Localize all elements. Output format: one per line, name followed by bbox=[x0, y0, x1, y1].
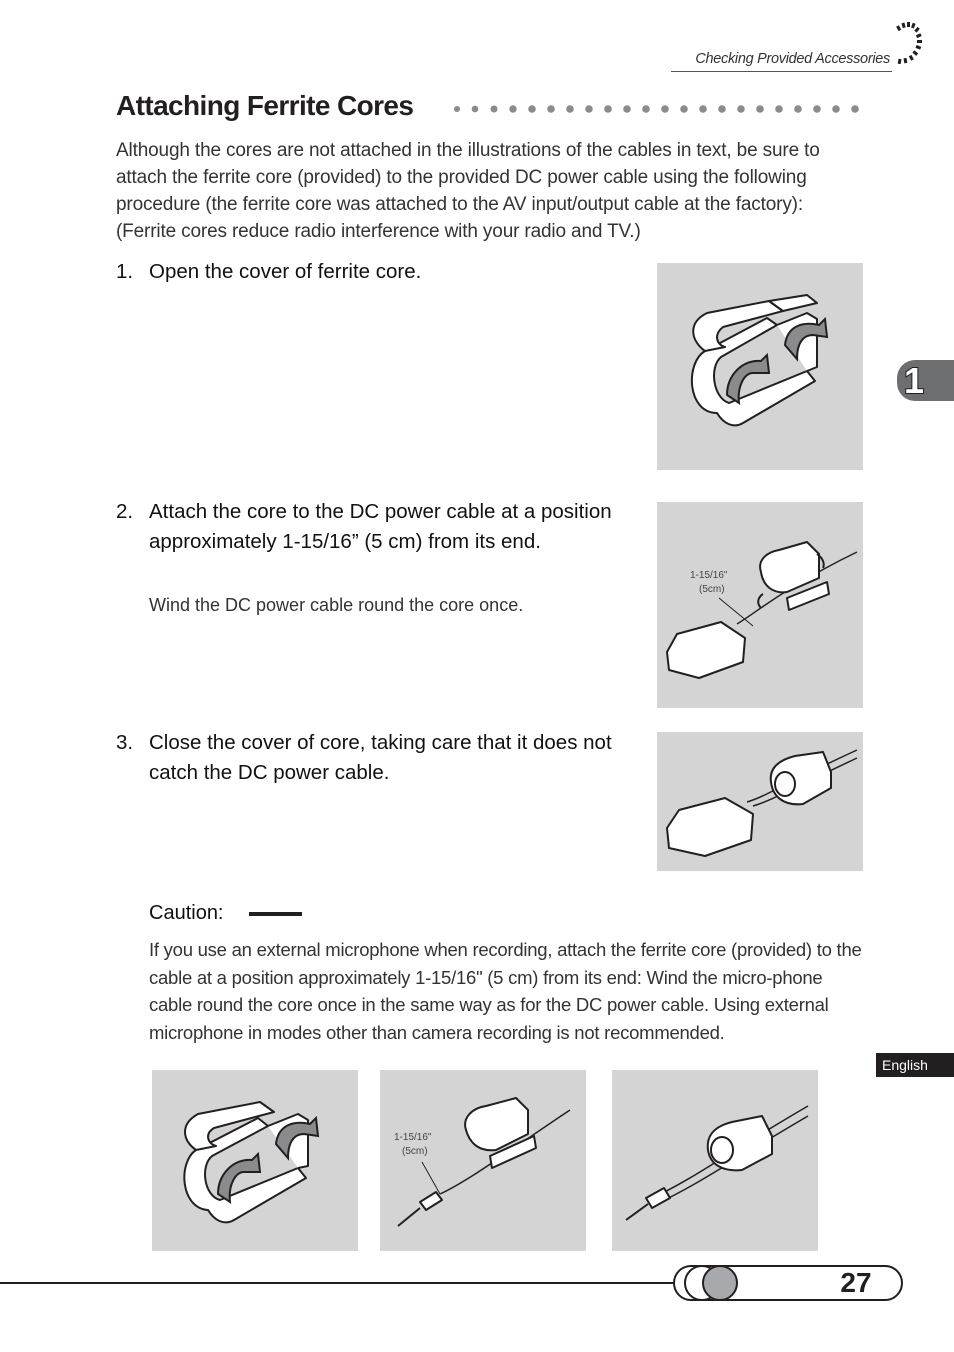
step-text: Open the cover of ferrite core. bbox=[149, 260, 422, 283]
figure-mic-open-core bbox=[152, 1070, 358, 1251]
ferrite-core-open-illustration bbox=[657, 263, 863, 470]
caution-label: Caution: bbox=[149, 902, 224, 924]
step-number: 1. bbox=[116, 260, 134, 283]
header-rule bbox=[671, 71, 892, 72]
figure-close-core bbox=[657, 732, 863, 871]
caution-text: If you use an external microphone when recording, attach the ferrite core (provided) to the cable at a position approximately 1-15/16" (5 cm) from its end: Wind the micro-phone cable round the core once in the same way as for the DC power cable. Using external microphone in modes other than camera recording is not recommended. bbox=[149, 939, 862, 1043]
step-1 bbox=[116, 257, 636, 287]
caution-rule bbox=[249, 912, 302, 916]
distance-label-1: 1-15/16" bbox=[690, 570, 728, 581]
distance-label-1: 1-15/16" bbox=[394, 1132, 432, 1143]
language-tab: English bbox=[876, 1053, 954, 1077]
figure-mic-attach-core bbox=[380, 1070, 586, 1251]
ferrite-core-open-illustration bbox=[152, 1070, 358, 1251]
step-text: Attach the core to the DC power cable at a position approximately 1-15/16” (5 cm) from its end. bbox=[149, 500, 612, 553]
figure-open-core bbox=[657, 263, 863, 470]
running-header: Checking Provided Accessories bbox=[695, 51, 890, 67]
step-text: Close the cover of core, taking care that it does not catch the DC power cable. bbox=[149, 731, 612, 784]
step-number: 3. bbox=[116, 731, 134, 754]
page-number: 27 bbox=[840, 1267, 872, 1298]
dc-cable-core-illustration bbox=[657, 502, 863, 708]
step-2-note: Wind the DC power cable round the core once. bbox=[149, 595, 524, 615]
intro-paragraph: Although the cores are not attached in the illustrations of the cables in text, be sure to attach the ferrite core (provided) to the provided DC power cable using the following procedure (the ferrite core was attached to the AV input/output cable at the factory): (Ferrite cores reduce radio interference with your radio and TV.) bbox=[116, 140, 820, 242]
title-dot-leader bbox=[450, 102, 870, 116]
figure-mic-close-core bbox=[612, 1070, 818, 1251]
swirl-decoration-icon bbox=[894, 20, 924, 70]
footer-rule bbox=[0, 1282, 680, 1284]
closed-core-illustration bbox=[612, 1070, 818, 1251]
chapter-number: 1 bbox=[903, 360, 925, 401]
figure-attach-core bbox=[657, 502, 863, 708]
step-3 bbox=[116, 728, 636, 788]
step-number: 2. bbox=[116, 500, 134, 523]
mic-cable-core-illustration bbox=[380, 1070, 586, 1251]
distance-label-2: (5cm) bbox=[699, 584, 725, 595]
closed-core-illustration bbox=[657, 732, 863, 871]
page-title: Attaching Ferrite Cores bbox=[116, 90, 414, 121]
step-2 bbox=[116, 497, 636, 557]
distance-label-2: (5cm) bbox=[402, 1146, 428, 1157]
